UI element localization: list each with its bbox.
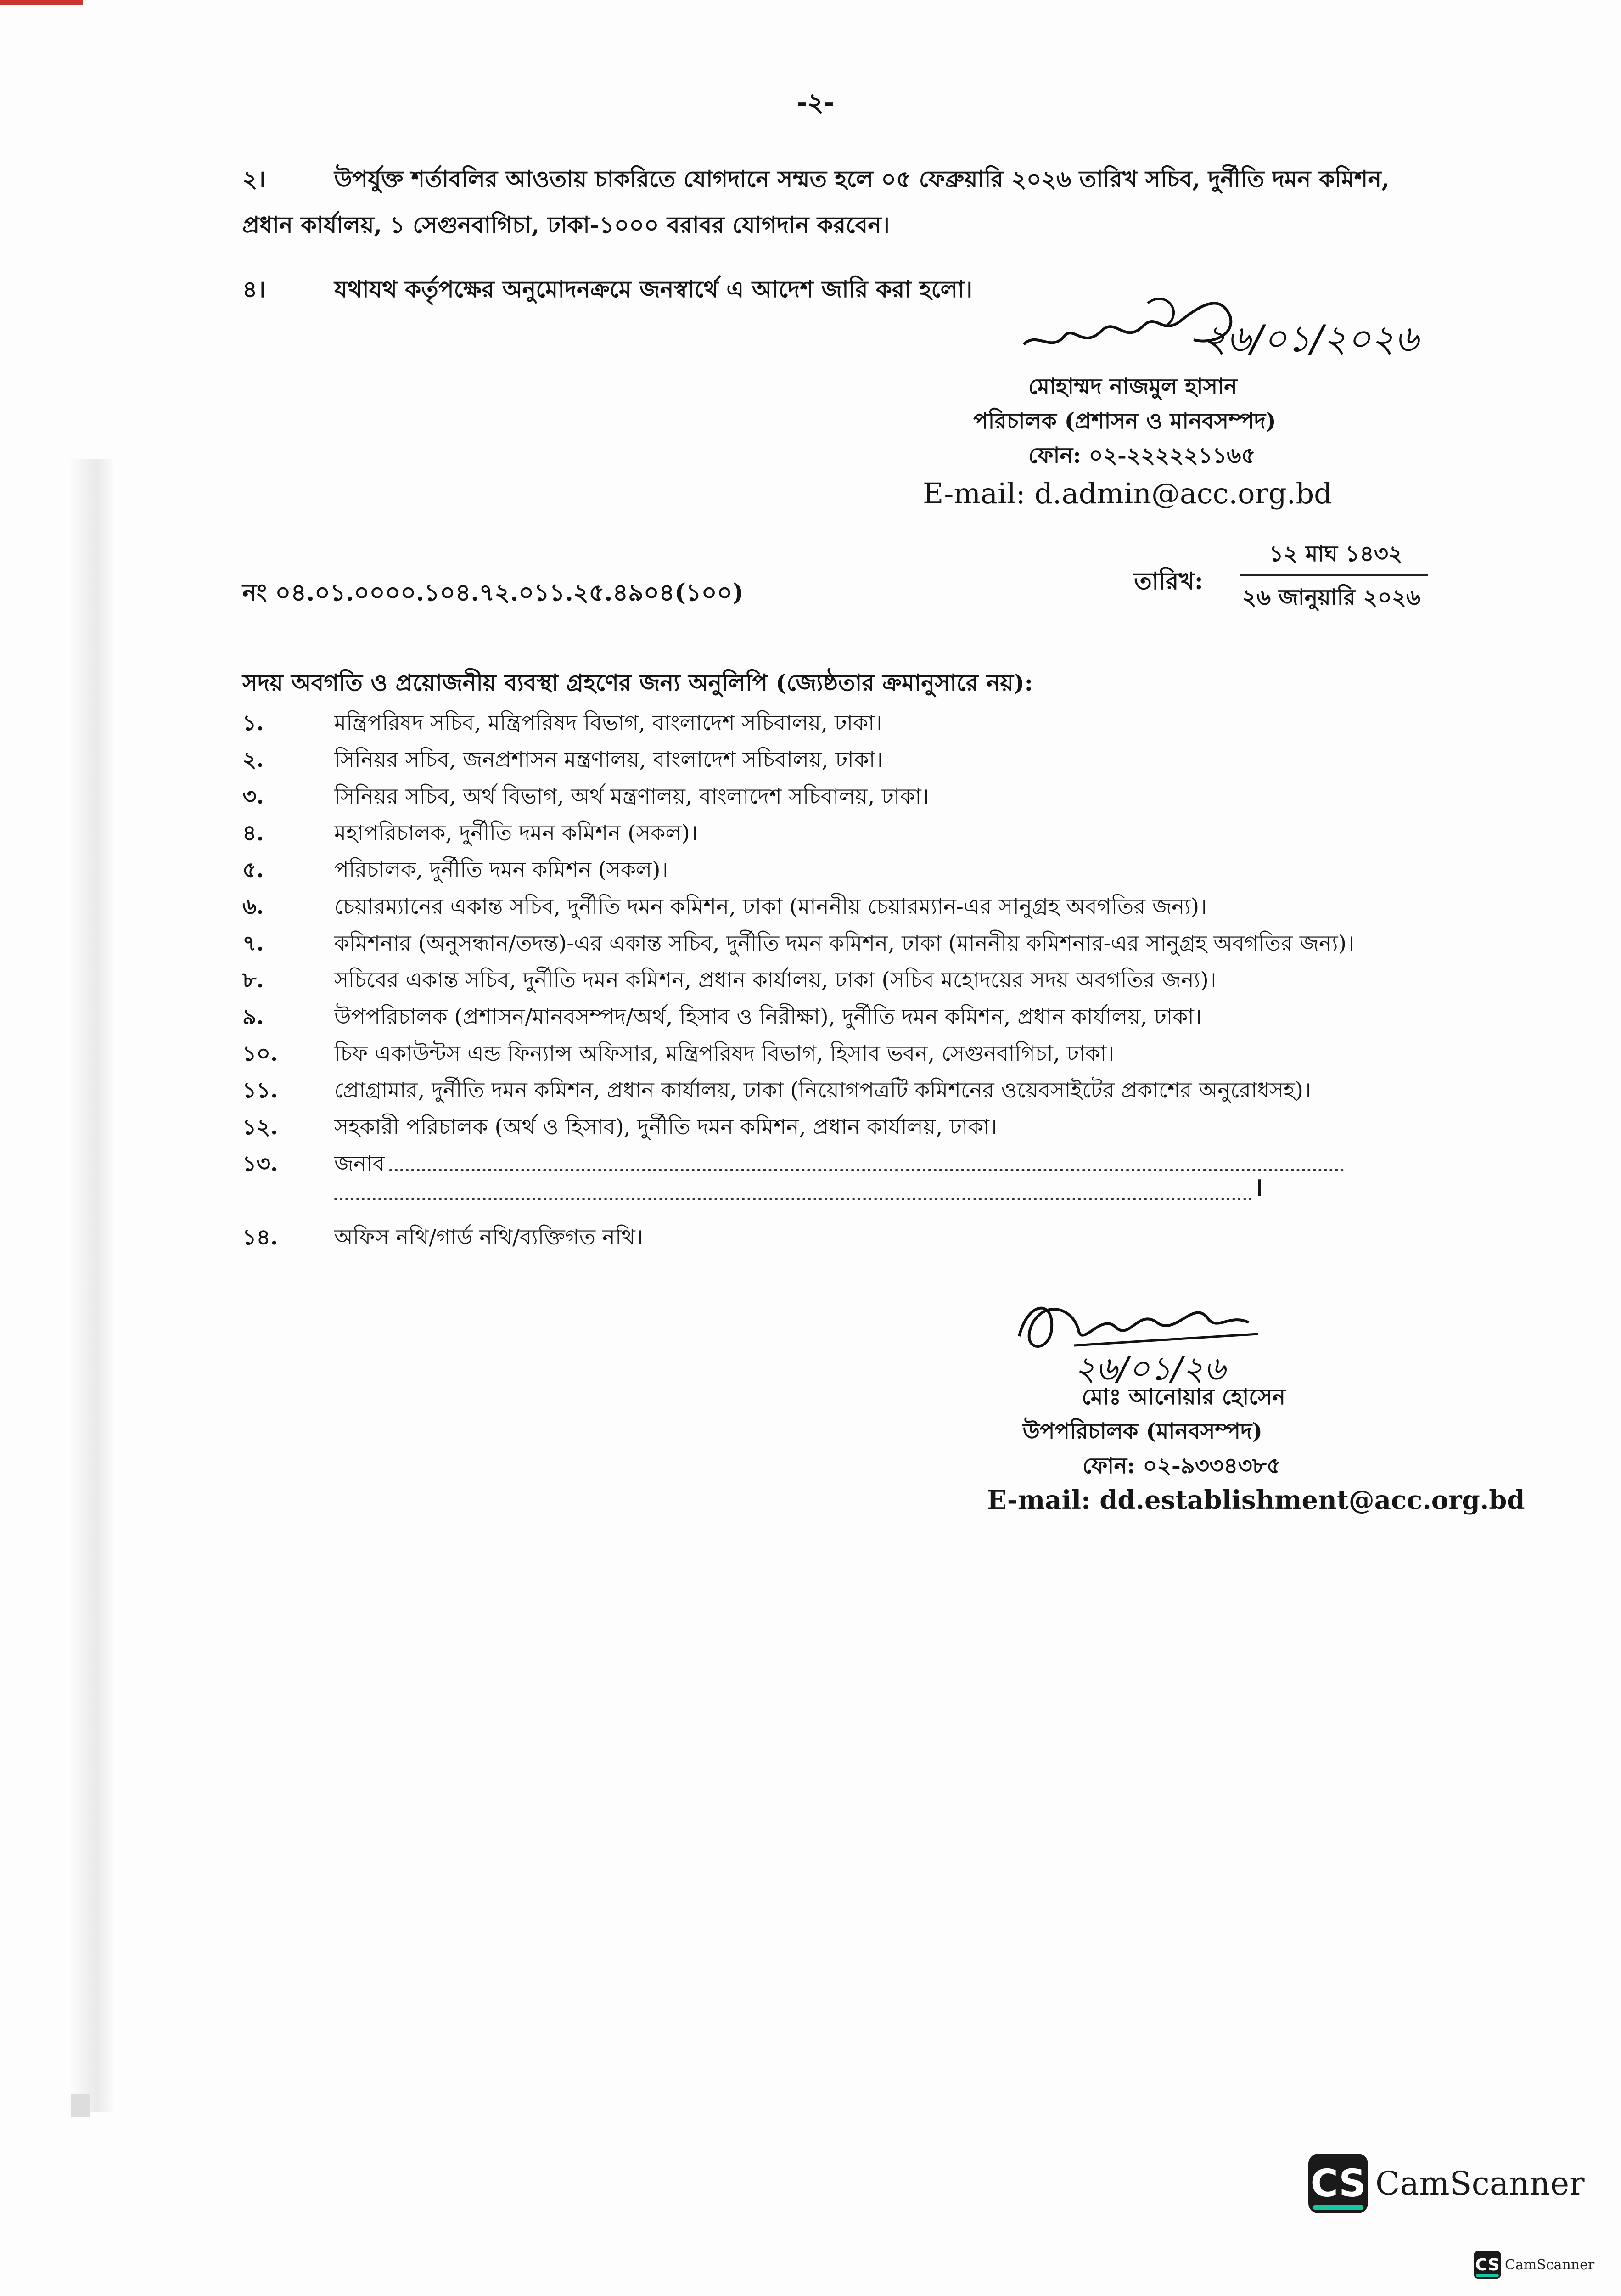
list-item	[242, 1072, 1354, 1109]
list-item	[242, 889, 1354, 925]
signatory-1-phone: ফোন: ০২-২২২২২১১৬৫	[1028, 443, 1256, 468]
memo-number: নং ০৪.০১.০০০০.১০৪.৭২.০১১.২৫.৪৯০৪(১০০)	[242, 579, 744, 607]
list-item	[242, 1219, 1354, 1256]
camscanner-brand: CamScanner	[1505, 2257, 1595, 2273]
camscanner-watermark	[1308, 2154, 1585, 2213]
signatory-2-email: E-mail: dd.establishment@acc.org.bd	[987, 1485, 1525, 1515]
signature-1	[1010, 276, 1446, 381]
copy-list-heading: সদয় অবগতি ও প্রয়োজনীয় ব্যবস্থা গ্রহণের জন্য অনুলিপি (জ্যেষ্ঠতার ক্রমানুসারে নয়):	[242, 669, 1033, 696]
list-item-number: ১১.	[242, 1078, 278, 1103]
signature-2-date: ২৬/০১/২৬	[1074, 1349, 1226, 1388]
list-item-text: চেয়ারম্যানের একান্ত সচিব, দুর্নীতি দমন কমিশন, ঢাকা (মাননীয় চেয়ারম্যান-এর সানুগ্রহ অবগতির জন্য)।	[334, 894, 1207, 919]
signatory-1-email: E-mail: d.admin@acc.org.bd	[923, 477, 1332, 510]
paragraph-text-cont: প্রধান কার্যালয়, ১ সেগুনবাগিচা, ঢাকা-১০০০ বরাবর যোগদান করবেন।	[242, 211, 890, 238]
signature-2	[1001, 1281, 1299, 1391]
list-item	[242, 1035, 1354, 1072]
paragraph-number: ৪।	[242, 276, 266, 303]
list-item-text: সহকারী পরিচালক (অর্থ ও হিসাব), দুর্নীতি দমন কমিশন, প্রধান কার্যালয়, ঢাকা।	[334, 1114, 997, 1140]
list-item-text: মহাপরিচালক, দুর্নীতি দমন কমিশন (সকল)।	[334, 821, 698, 846]
list-item	[242, 999, 1354, 1035]
page-number: -২-	[796, 87, 835, 118]
list-item	[242, 1109, 1354, 1146]
list-item-number: ৪.	[242, 821, 264, 846]
list-item-text: প্রোগ্রামার, দুর্নীতি দমন কমিশন, প্রধান কার্যালয়, ঢাকা (নিয়োগপত্রটি কমিশনের ওয়েবসাইটের প্রকাশের অনুরোধসহ)।	[334, 1078, 1311, 1103]
scan-shadow	[69, 459, 115, 2112]
paragraph-text: উপর্যুক্ত শর্তাবলির আওতায় চাকরিতে যোগদানে সম্মত হলে ০৫ ফেব্রুয়ারি ২০২৬ তারিখ সচিব, দুর্নীতি দমন কমিশন,	[334, 165, 1390, 192]
list-item-text: মন্ত্রিপরিষদ সচিব, মন্ত্রিপরিষদ বিভাগ, বাংলাদেশ সচিবালয়, ঢাকা।	[334, 710, 882, 736]
list-item	[242, 852, 1354, 889]
list-item-number: ৩.	[242, 784, 264, 809]
list-item-text: পরিচালক, দুর্নীতি দমন কমিশন (সকল)।	[334, 857, 668, 883]
date-label: তারিখ:	[1134, 567, 1203, 595]
list-item-number: ২.	[242, 747, 264, 772]
list-item	[242, 925, 1354, 962]
paragraph-number: ২।	[242, 165, 266, 192]
list-item-number: ৬.	[242, 894, 264, 919]
signatory-2-name: মোঃ আনোয়ার হোসেন	[1082, 1384, 1285, 1410]
list-item-number: ১.	[242, 710, 264, 736]
list-item-text: জনাব	[334, 1151, 385, 1176]
signatory-2-phone: ফোন: ০২-৯৩৩৪৩৮৫	[1082, 1453, 1281, 1479]
list-item-text: সিনিয়র সচিব, জনপ্রশাসন মন্ত্রণালয়, বাংলাদেশ সচিবালয়, ঢাকা।	[334, 747, 883, 772]
list-item-text: উপপরিচালক (প্রশাসন/মানবসম্পদ/অর্থ, হিসাব ও নিরীক্ষা), দুর্নীতি দমন কমিশন, প্রধান কার্যালয়, ঢাকা।	[334, 1004, 1202, 1030]
camscanner-logo-icon: CS	[1308, 2154, 1368, 2213]
camscanner-brand: CamScanner	[1375, 2165, 1585, 2202]
list-item	[242, 705, 1354, 742]
camscanner-watermark-small	[1474, 2251, 1594, 2279]
blank-line	[389, 1146, 1344, 1171]
scan-edge-mark	[0, 0, 83, 5]
signatory-2-block	[987, 1380, 1525, 1518]
date-divider	[1240, 574, 1428, 576]
signatory-1-designation: পরিচালক (প্রশাসন ও মানবসম্পদ)	[973, 408, 1276, 434]
list-item	[242, 742, 1354, 778]
scan-shadow-mark	[71, 2094, 90, 2117]
list-item-number: ১০.	[242, 1041, 278, 1066]
list-item-text: চিফ একাউন্টস এন্ড ফিন্যান্স অফিসার, মন্ত্রিপরিষদ বিভাগ, হিসাব ভবন, সেগুনবাগিচা, ঢাকা।	[334, 1041, 1115, 1066]
signatory-2-designation: উপপরিচালক (মানবসম্পদ)	[1022, 1418, 1262, 1444]
list-item	[242, 962, 1354, 999]
signatory-1-name: মোহাম্মদ নাজমুল হাসান	[1028, 374, 1237, 400]
blank-line-cont	[334, 1176, 1252, 1200]
list-item-number: ৮.	[242, 968, 264, 993]
list-item-number: ১৩.	[242, 1151, 278, 1176]
date-gregorian: ২৬ জানুয়ারি ২০২৬	[1242, 585, 1421, 610]
signatory-1-block	[923, 370, 1332, 514]
camscanner-logo-icon: CS	[1474, 2251, 1501, 2279]
blank-line-end: ।	[1253, 1172, 1263, 1202]
paragraph-2	[242, 156, 1436, 248]
list-item-text: সিনিয়র সচিব, অর্থ বিভাগ, অর্থ মন্ত্রণালয়, বাংলাদেশ সচিবালয়, ঢাকা।	[334, 784, 929, 809]
list-item-number: ৯.	[242, 1004, 264, 1030]
list-item-number: ১৪.	[242, 1225, 278, 1250]
list-item	[242, 815, 1354, 852]
list-item-number: ৭.	[242, 931, 264, 956]
signature-1-date: ২৬/০১/২০২৬	[1203, 317, 1419, 360]
paragraph-text: যথাযথ কর্তৃপক্ষের অনুমোদনক্রমে জনস্বার্থে এ আদেশ জারি করা হলো।	[334, 276, 973, 303]
list-item-text: সচিবের একান্ত সচিব, দুর্নীতি দমন কমিশন, প্রধান কার্যালয়, ঢাকা (সচিব মহোদয়ের সদয় অবগতির জন্য)।	[334, 968, 1217, 993]
list-item-text: কমিশনার (অনুসন্ধান/তদন্ত)-এর একান্ত সচিব, দুর্নীতি দমন কমিশন, ঢাকা (মাননীয় কমিশনার-এর সানুগ্রহ অবগতির জন্য)।	[334, 931, 1354, 956]
list-item	[242, 778, 1354, 815]
list-item-text: অফিস নথি/গার্ড নথি/ব্যক্তিগত নথি।	[334, 1225, 643, 1250]
list-item-number: ১২.	[242, 1114, 278, 1140]
copy-list	[242, 705, 1354, 1256]
list-item-number: ৫.	[242, 857, 264, 883]
date-bangla: ১২ মাঘ ১৪৩২	[1269, 541, 1403, 567]
